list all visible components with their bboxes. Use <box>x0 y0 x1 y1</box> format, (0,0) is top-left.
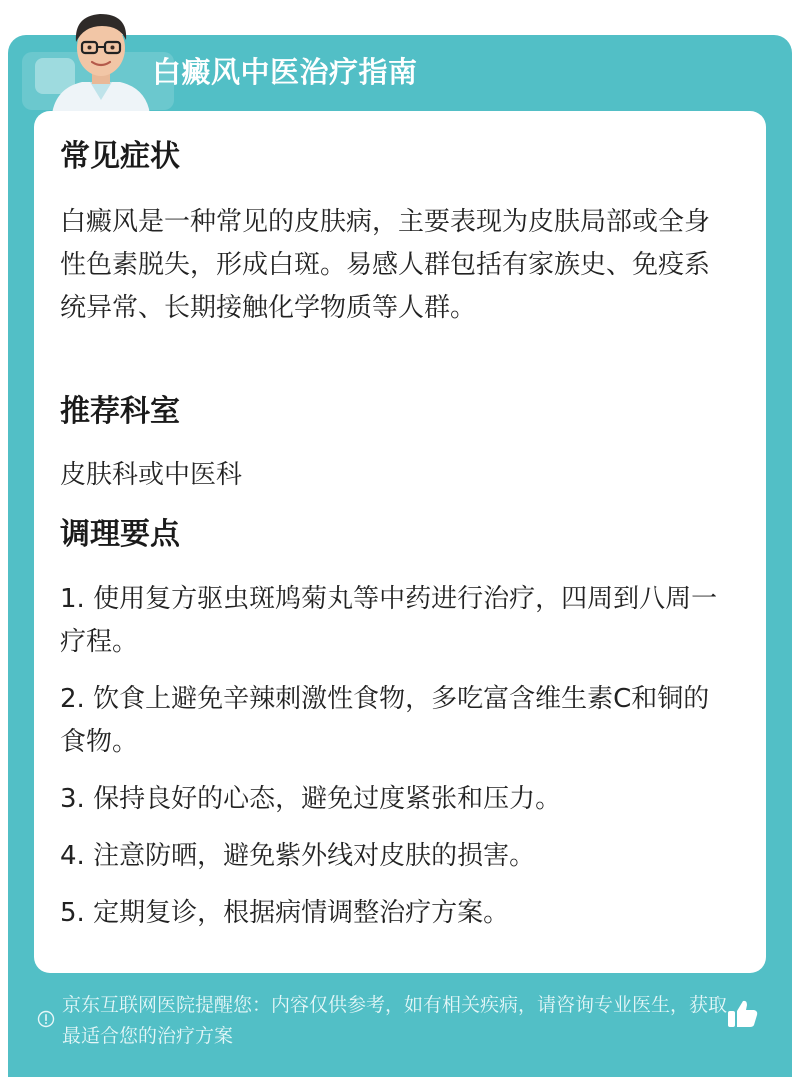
care-item-3: 3. 保持良好的心态，避免过度紧张和压力。 <box>60 784 562 814</box>
care-title: 调理要点 <box>60 517 180 552</box>
care-item-4: 4. 注意防晒，避免紫外线对皮肤的损害。 <box>60 841 536 871</box>
symptoms-title: 常见症状 <box>60 139 180 174</box>
department-title: 推荐科室 <box>60 394 180 429</box>
thumbs-up-icon[interactable] <box>724 996 760 1032</box>
department-text: 皮肤科或中医科 <box>60 460 243 490</box>
info-icon <box>37 1010 55 1028</box>
care-item-5: 5. 定期复诊，根据病情调整治疗方案。 <box>60 898 510 928</box>
page-title: 白癜风中医治疗指南 <box>152 55 418 89</box>
symptoms-text: 白癜风是一种常见的皮肤病，主要表现为皮肤局部或全身性色素脱失，形成白斑。易感人群包括有家族史、免疫系统异常、长期接触化学物质等人群。 <box>60 207 711 323</box>
doctor-avatar-icon <box>42 4 160 114</box>
footer-disclaimer: 京东互联网医院提醒您：内容仅供参考，如有相关疾病，请咨询专业医生，获取最适合您的治疗方案 <box>62 994 728 1047</box>
content-panel <box>34 111 766 973</box>
care-item-1: 1. 使用复方驱虫斑鸠菊丸等中药进行治疗，四周到八周一疗程。 <box>60 584 718 657</box>
care-item-2: 2. 饮食上避免辛辣刺激性食物，多吃富含维生素C和铜的食物。 <box>60 684 710 757</box>
